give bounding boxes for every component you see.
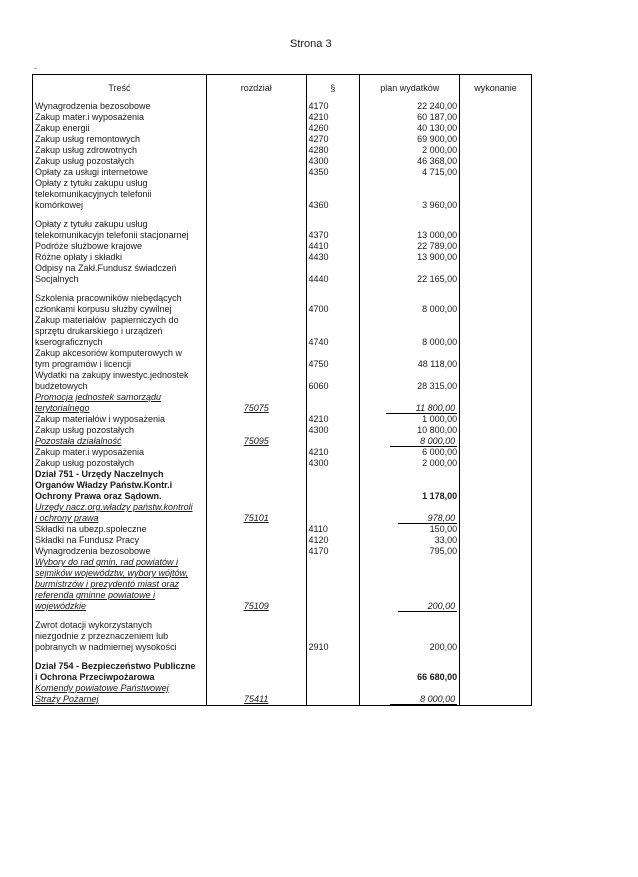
table-row bbox=[33, 620, 532, 653]
row-plan-amount: 33,00 bbox=[360, 535, 460, 546]
row-description: Zakup akcesoriów komputerowych w tym programów i licencji bbox=[33, 348, 207, 370]
row-plan-amount: 48 118,00 bbox=[360, 348, 460, 370]
subtotal-amount: 200,00 bbox=[398, 601, 458, 612]
row-description: Zakup materiałów papierniczych do sprzętu drukarskiego i urządzeń kserograficznych bbox=[33, 315, 207, 348]
header-paragraf: § bbox=[306, 75, 360, 102]
table-row bbox=[33, 546, 532, 557]
row-rozdzial bbox=[206, 370, 306, 392]
row-plan-amount: 8 000,00 bbox=[360, 293, 460, 315]
row-description: Szkolenia pracowników niebędących członkami korpusu służby cywilnej bbox=[33, 293, 207, 315]
spacer-row bbox=[33, 285, 532, 293]
row-rozdzial bbox=[206, 145, 306, 156]
row-description: Różne opłaty i składki bbox=[33, 252, 207, 263]
dzial-row bbox=[33, 661, 532, 683]
row-wykonanie bbox=[460, 167, 532, 178]
row-plan-amount bbox=[360, 502, 460, 524]
spacer-cell bbox=[206, 612, 306, 620]
row-description: Promocja jednostek samorządu terytorialnego bbox=[33, 392, 207, 414]
row-wykonanie bbox=[460, 293, 532, 315]
row-description: Zakup usług pozostałych bbox=[33, 156, 207, 167]
rozdzial-row bbox=[33, 557, 532, 612]
row-wykonanie bbox=[460, 263, 532, 285]
table-row bbox=[33, 524, 532, 535]
spacer-cell bbox=[306, 653, 360, 661]
row-plan-amount: 3 960,00 bbox=[360, 178, 460, 211]
spacer-cell bbox=[206, 653, 306, 661]
row-plan-amount: 22 240,00 bbox=[360, 101, 460, 112]
row-wykonanie bbox=[460, 252, 532, 263]
row-wykonanie bbox=[460, 620, 532, 653]
row-description: Podróże służbowe krajowe bbox=[33, 241, 207, 252]
row-wykonanie bbox=[460, 145, 532, 156]
row-paragraf bbox=[306, 683, 360, 706]
row-description: Zakup mater.i wyposażenia bbox=[33, 112, 207, 123]
row-description: Opłaty za usługi internetowe bbox=[33, 167, 207, 178]
page-number: Strona 3 bbox=[290, 38, 332, 50]
row-wykonanie bbox=[460, 315, 532, 348]
row-plan-amount: 60 187,00 bbox=[360, 112, 460, 123]
row-paragraf: 4740 bbox=[306, 315, 360, 348]
row-rozdzial bbox=[206, 661, 306, 683]
table-row bbox=[33, 425, 532, 436]
row-plan-amount: 66 680,00 bbox=[360, 661, 460, 683]
row-rozdzial: 75411 bbox=[206, 683, 306, 706]
spacer-cell bbox=[306, 211, 360, 219]
table-header-row bbox=[33, 75, 532, 102]
header-tresc: Treść bbox=[33, 75, 207, 102]
row-plan-amount: 40 130,00 bbox=[360, 123, 460, 134]
row-plan-amount bbox=[360, 557, 460, 612]
budget-table bbox=[32, 74, 532, 706]
spacer-cell bbox=[360, 612, 460, 620]
spacer-cell bbox=[460, 612, 532, 620]
row-rozdzial bbox=[206, 167, 306, 178]
table-row bbox=[33, 101, 532, 112]
row-description: Opłaty z tytułu zakupu usług telekomunikacyjnych telefonii komórkowej bbox=[33, 178, 207, 211]
row-description: Zakup materiałów i wyposażenia bbox=[33, 414, 207, 425]
row-rozdzial bbox=[206, 293, 306, 315]
table-row bbox=[33, 123, 532, 134]
header-rozdzial: rozdział bbox=[206, 75, 306, 102]
row-wykonanie bbox=[460, 469, 532, 502]
row-description: Pozostała działalność bbox=[33, 436, 207, 447]
table-row bbox=[33, 315, 532, 348]
row-wykonanie bbox=[460, 502, 532, 524]
table-row bbox=[33, 370, 532, 392]
row-rozdzial bbox=[206, 414, 306, 425]
row-paragraf: 4350 bbox=[306, 167, 360, 178]
row-plan-amount: 22 789,00 bbox=[360, 241, 460, 252]
row-plan-amount: 150,00 bbox=[360, 524, 460, 535]
row-wykonanie bbox=[460, 178, 532, 211]
row-rozdzial bbox=[206, 535, 306, 546]
row-plan-amount: 22 165,00 bbox=[360, 263, 460, 285]
spacer-cell bbox=[33, 285, 207, 293]
spacer-cell bbox=[460, 285, 532, 293]
table-row bbox=[33, 156, 532, 167]
row-wykonanie bbox=[460, 112, 532, 123]
row-paragraf: 4440 bbox=[306, 263, 360, 285]
row-paragraf: 4280 bbox=[306, 145, 360, 156]
row-plan-amount bbox=[360, 392, 460, 414]
row-paragraf: 4120 bbox=[306, 535, 360, 546]
table-row bbox=[33, 252, 532, 263]
row-wykonanie bbox=[460, 348, 532, 370]
row-paragraf bbox=[306, 469, 360, 502]
table-row bbox=[33, 112, 532, 123]
row-wykonanie bbox=[460, 557, 532, 612]
row-plan-amount: 1 000,00 bbox=[360, 414, 460, 425]
row-paragraf: 4300 bbox=[306, 425, 360, 436]
row-wykonanie bbox=[460, 425, 532, 436]
row-rozdzial bbox=[206, 458, 306, 469]
rozdzial-row bbox=[33, 502, 532, 524]
table-row bbox=[33, 447, 532, 458]
table-body bbox=[33, 101, 532, 706]
row-paragraf: 4110 bbox=[306, 524, 360, 535]
row-paragraf bbox=[306, 392, 360, 414]
row-rozdzial bbox=[206, 241, 306, 252]
row-rozdzial bbox=[206, 315, 306, 348]
row-description: Składki na Fundusz Pracy bbox=[33, 535, 207, 546]
table-row bbox=[33, 263, 532, 285]
spacer-cell bbox=[206, 285, 306, 293]
row-plan-amount bbox=[360, 436, 460, 447]
row-rozdzial bbox=[206, 263, 306, 285]
row-rozdzial bbox=[206, 348, 306, 370]
subtotal-amount: 8 000,00 bbox=[390, 694, 457, 705]
row-plan-amount: 6 000,00 bbox=[360, 447, 460, 458]
row-paragraf: 4170 bbox=[306, 546, 360, 557]
subtotal-amount: 8 000,00 bbox=[390, 436, 457, 447]
spacer-cell bbox=[360, 653, 460, 661]
spacer-row bbox=[33, 211, 532, 219]
spacer-row bbox=[33, 653, 532, 661]
row-paragraf: 4370 bbox=[306, 219, 360, 241]
row-rozdzial bbox=[206, 178, 306, 211]
row-plan-amount: 46 368,00 bbox=[360, 156, 460, 167]
row-wykonanie bbox=[460, 458, 532, 469]
row-paragraf: 4430 bbox=[306, 252, 360, 263]
row-paragraf: 4210 bbox=[306, 447, 360, 458]
row-paragraf: 4210 bbox=[306, 112, 360, 123]
row-description: Dział 754 - Bezpieczeństwo Publiczne i Ochrona Przeciwpożarowa bbox=[33, 661, 207, 683]
row-rozdzial bbox=[206, 252, 306, 263]
row-wykonanie bbox=[460, 414, 532, 425]
row-rozdzial bbox=[206, 620, 306, 653]
row-plan-amount: 28 315,00 bbox=[360, 370, 460, 392]
row-paragraf: 4300 bbox=[306, 156, 360, 167]
row-plan-amount: 13 000,00 bbox=[360, 219, 460, 241]
row-wykonanie bbox=[460, 524, 532, 535]
subtotal-amount: 978,00 bbox=[398, 513, 458, 524]
row-description: Zakup usług pozostałych bbox=[33, 458, 207, 469]
table-row bbox=[33, 134, 532, 145]
table-row bbox=[33, 241, 532, 252]
row-plan-amount: 2 000,00 bbox=[360, 145, 460, 156]
row-description: Komendy powiatowe Państwowej Straży Pożarnej bbox=[33, 683, 207, 706]
row-wykonanie bbox=[460, 546, 532, 557]
row-rozdzial bbox=[206, 219, 306, 241]
row-wykonanie bbox=[460, 123, 532, 134]
spacer-cell bbox=[33, 653, 207, 661]
row-plan-amount: 4 715,00 bbox=[360, 167, 460, 178]
row-wykonanie bbox=[460, 661, 532, 683]
row-wykonanie bbox=[460, 683, 532, 706]
row-rozdzial bbox=[206, 546, 306, 557]
row-rozdzial bbox=[206, 524, 306, 535]
table-row bbox=[33, 414, 532, 425]
row-description: Urzędy nacz.org.władzy państw.kontroli i ochrony prawa bbox=[33, 502, 207, 524]
row-wykonanie bbox=[460, 134, 532, 145]
row-wykonanie bbox=[460, 436, 532, 447]
spacer-cell bbox=[206, 211, 306, 219]
row-rozdzial bbox=[206, 447, 306, 458]
row-description: Odpisy na Zakł.Fundusz świadczeń Socjalnych bbox=[33, 263, 207, 285]
row-plan-amount: 2 000,00 bbox=[360, 458, 460, 469]
row-wykonanie bbox=[460, 370, 532, 392]
table-row bbox=[33, 178, 532, 211]
row-plan-amount bbox=[360, 683, 460, 706]
row-paragraf: 2910 bbox=[306, 620, 360, 653]
rozdzial-row bbox=[33, 683, 532, 706]
table-row bbox=[33, 535, 532, 546]
row-paragraf: 4270 bbox=[306, 134, 360, 145]
row-description: Zakup usług zdrowotnych bbox=[33, 145, 207, 156]
row-plan-amount: 8 000,00 bbox=[360, 315, 460, 348]
rozdzial-row bbox=[33, 436, 532, 447]
row-wykonanie bbox=[460, 156, 532, 167]
row-paragraf: 4210 bbox=[306, 414, 360, 425]
row-wykonanie bbox=[460, 535, 532, 546]
row-wykonanie bbox=[460, 219, 532, 241]
table-row bbox=[33, 458, 532, 469]
row-rozdzial: 75075 bbox=[206, 392, 306, 414]
table-row bbox=[33, 293, 532, 315]
spacer-cell bbox=[33, 612, 207, 620]
row-description: Zwrot dotacji wykorzystanych niezgodnie z przeznaczeniem lub pobranych w nadmiernej wysokości bbox=[33, 620, 207, 653]
row-description: Zakup usług pozostałych bbox=[33, 425, 207, 436]
spacer-row bbox=[33, 612, 532, 620]
dzial-row bbox=[33, 469, 532, 502]
row-paragraf: 4750 bbox=[306, 348, 360, 370]
row-rozdzial bbox=[206, 112, 306, 123]
spacer-cell bbox=[360, 285, 460, 293]
row-paragraf: 4360 bbox=[306, 178, 360, 211]
row-plan-amount: 200,00 bbox=[360, 620, 460, 653]
spacer-cell bbox=[306, 612, 360, 620]
spacer-cell bbox=[460, 653, 532, 661]
row-description: Zakup usług remontowych bbox=[33, 134, 207, 145]
header-plan-wydatkow: plan wydatków bbox=[360, 75, 460, 102]
row-rozdzial bbox=[206, 123, 306, 134]
row-description: Dział 751 - Urzędy Naczelnych Organów Władzy Państw.Kontr.i Ochrony Prawa oraz Sądown. bbox=[33, 469, 207, 502]
row-paragraf: 4300 bbox=[306, 458, 360, 469]
table-row bbox=[33, 145, 532, 156]
row-paragraf: 4260 bbox=[306, 123, 360, 134]
row-description: Składki na ubezp.społeczne bbox=[33, 524, 207, 535]
row-wykonanie bbox=[460, 101, 532, 112]
row-description: Wynagrodzenia bezosobowe bbox=[33, 546, 207, 557]
table-row bbox=[33, 167, 532, 178]
row-rozdzial: 75095 bbox=[206, 436, 306, 447]
row-paragraf bbox=[306, 661, 360, 683]
row-description: Wybory do rad gmin, rad powiatów i sejmików województw, wybory wójtów, burmistrzów i prezydentó miast oraz referenda gminne powiatowe i wojewódzkie bbox=[33, 557, 207, 612]
scan-mark: - bbox=[34, 63, 37, 73]
row-rozdzial bbox=[206, 469, 306, 502]
row-paragraf bbox=[306, 436, 360, 447]
row-paragraf bbox=[306, 557, 360, 612]
row-rozdzial bbox=[206, 156, 306, 167]
row-plan-amount: 795,00 bbox=[360, 546, 460, 557]
row-rozdzial bbox=[206, 101, 306, 112]
row-plan-amount: 1 178,00 bbox=[360, 469, 460, 502]
header-wykonanie: wykonanie bbox=[460, 75, 532, 102]
row-plan-amount: 10 800,00 bbox=[360, 425, 460, 436]
spacer-cell bbox=[460, 211, 532, 219]
subtotal-amount: 11 800,00 bbox=[386, 403, 457, 414]
row-wykonanie bbox=[460, 447, 532, 458]
row-paragraf: 4410 bbox=[306, 241, 360, 252]
row-paragraf: 4700 bbox=[306, 293, 360, 315]
row-description: Zakup energii bbox=[33, 123, 207, 134]
spacer-cell bbox=[33, 211, 207, 219]
spacer-cell bbox=[360, 211, 460, 219]
row-rozdzial bbox=[206, 425, 306, 436]
row-paragraf bbox=[306, 502, 360, 524]
spacer-cell bbox=[306, 285, 360, 293]
row-wykonanie bbox=[460, 241, 532, 252]
row-plan-amount: 69 900,00 bbox=[360, 134, 460, 145]
row-rozdzial: 75101 bbox=[206, 502, 306, 524]
row-wykonanie bbox=[460, 392, 532, 414]
rozdzial-row bbox=[33, 392, 532, 414]
row-rozdzial bbox=[206, 134, 306, 145]
row-description: Wydatki na zakupy inwestyc.jednostek budżetowych bbox=[33, 370, 207, 392]
table-row bbox=[33, 348, 532, 370]
row-rozdzial: 75109 bbox=[206, 557, 306, 612]
row-description: Zakup mater.i wyposażenia bbox=[33, 447, 207, 458]
row-paragraf: 6060 bbox=[306, 370, 360, 392]
row-description: Opłaty z tytułu zakupu usług telekomunikacyjn telefonii stacjonarnej bbox=[33, 219, 207, 241]
row-description: Wynagrodzenia bezosobowe bbox=[33, 101, 207, 112]
table-row bbox=[33, 219, 532, 241]
row-paragraf: 4170 bbox=[306, 101, 360, 112]
row-plan-amount: 13 900,00 bbox=[360, 252, 460, 263]
